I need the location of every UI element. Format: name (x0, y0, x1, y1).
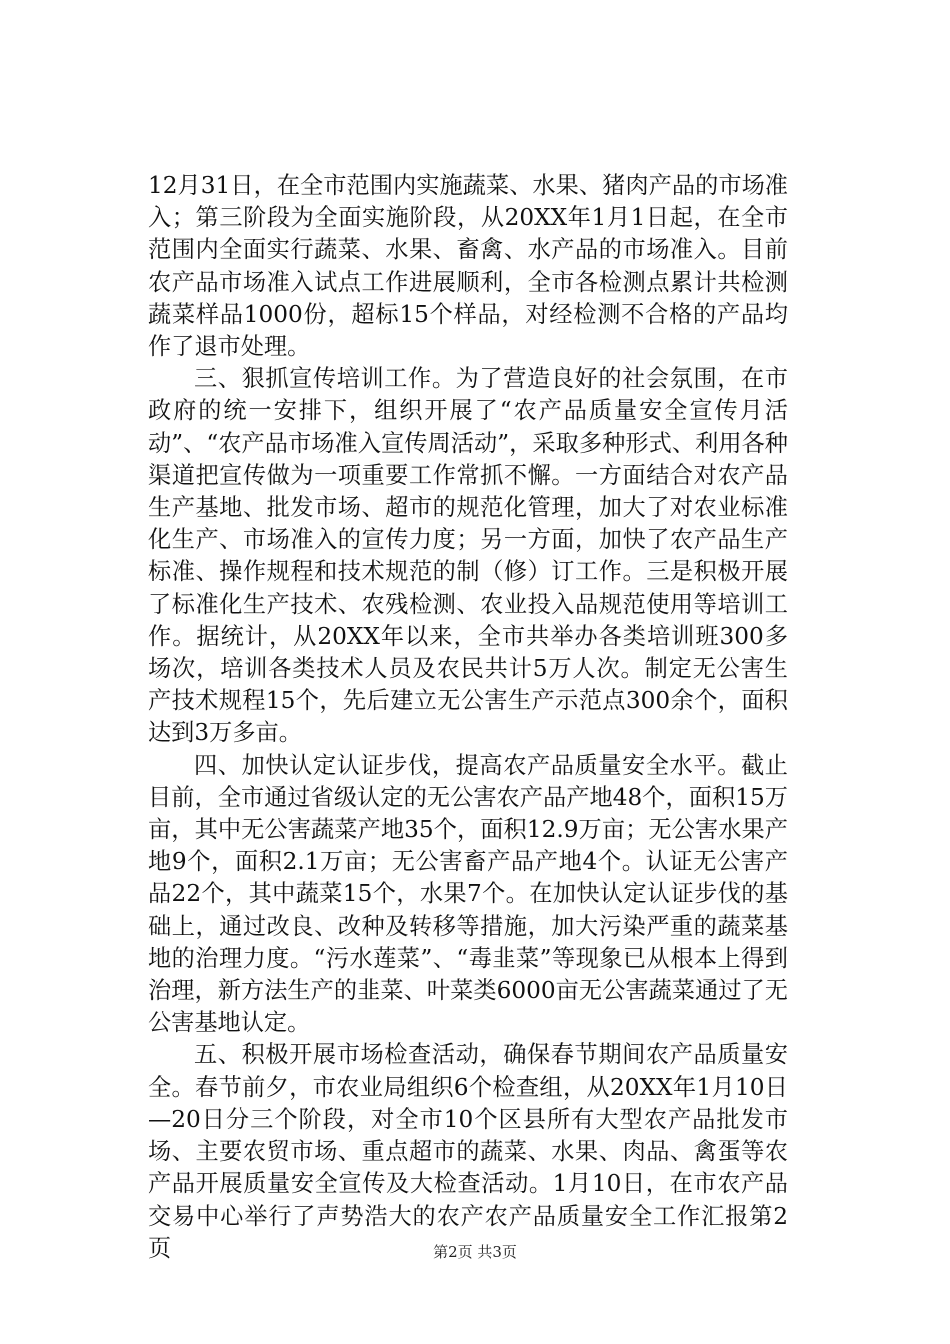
paragraph-publicity-training: 三、狠抓宣传培训工作。为了营造良好的社会氛围，在市政府的统一安排下，组织开展了“农产品质量安全宣传月活动”、“农产品市场准入宣传周活动”，采取多种形式、利用各种渠道把宣传做为一项重要工作常抓不懈。一方面结合对农产品生产基地、批发市场、超市的规范化管理，加大了对农业标准化生产、市场准入的宣传力度；另一方面，加快了农产品生产标准、操作规程和技术规范的制（修）订工作。三是积极开展了标准化生产技术、农残检测、农业投入品规范使用等培训工作。据统计，从20XX年以来，全市共举办各类培训班300多场次，培训各类技术人员及农民共计5万人次。制定无公害生产技术规程15个，先后建立无公害生产示范点300余个，面积达到3万多亩。 (148, 365, 788, 747)
page-footer: 第2页 共3页 (433, 1243, 517, 1261)
paragraph-certification: 四、加快认定认证步伐，提高农产品质量安全水平。截止目前，全市通过省级认定的无公害农产品产地48个，面积15万亩，其中无公害蔬菜产地35个，面积12.9万亩；无公害水果产地9个，面积2.1万亩；无公害畜产品产地4个。认证无公害产品22个，其中蔬菜15个，水果7个。在加快认定认证步伐的基础上，通过改良、改种及转移等措施，加大污染严重的蔬菜基地的治理力度。“污水莲菜”、“毒韭菜”等现象已从根本上得到治理，新方法生产的韭菜、叶菜类6000亩无公害蔬菜通过了无公害基地认定。 (148, 751, 788, 1037)
paragraph-market-inspection: 五、积极开展市场检查活动，确保春节期间农产品质量安全。春节前夕，市农业局组织6个检查组，从20XX年1月10日—20日分三个阶段，对全市10个区县所有大型农产品批发市场、主要农贸市场、重点超市的蔬菜、水果、肉品、禽蛋等农产品开展质量安全宣传及大检查活动。1月10日，在市农产品交易中心举行了声势浩大的农产农产品质量安全工作汇报第2页 (148, 1041, 788, 1262)
paragraph-market-access: 12月31日，在全市范围内实施蔬菜、水果、猪肉产品的市场准入；第三阶段为全面实施阶段，从20XX年1月1日起，在全市范围内全面实行蔬菜、水果、畜禽、水产品的市场准入。目前农产品市场准入试点工作进展顺利，全市各检测点累计共检测蔬菜样品1000份，超标15个样品，对经检测不合格的产品均作了退市处理。 (148, 172, 788, 361)
document-body (148, 170, 788, 1265)
